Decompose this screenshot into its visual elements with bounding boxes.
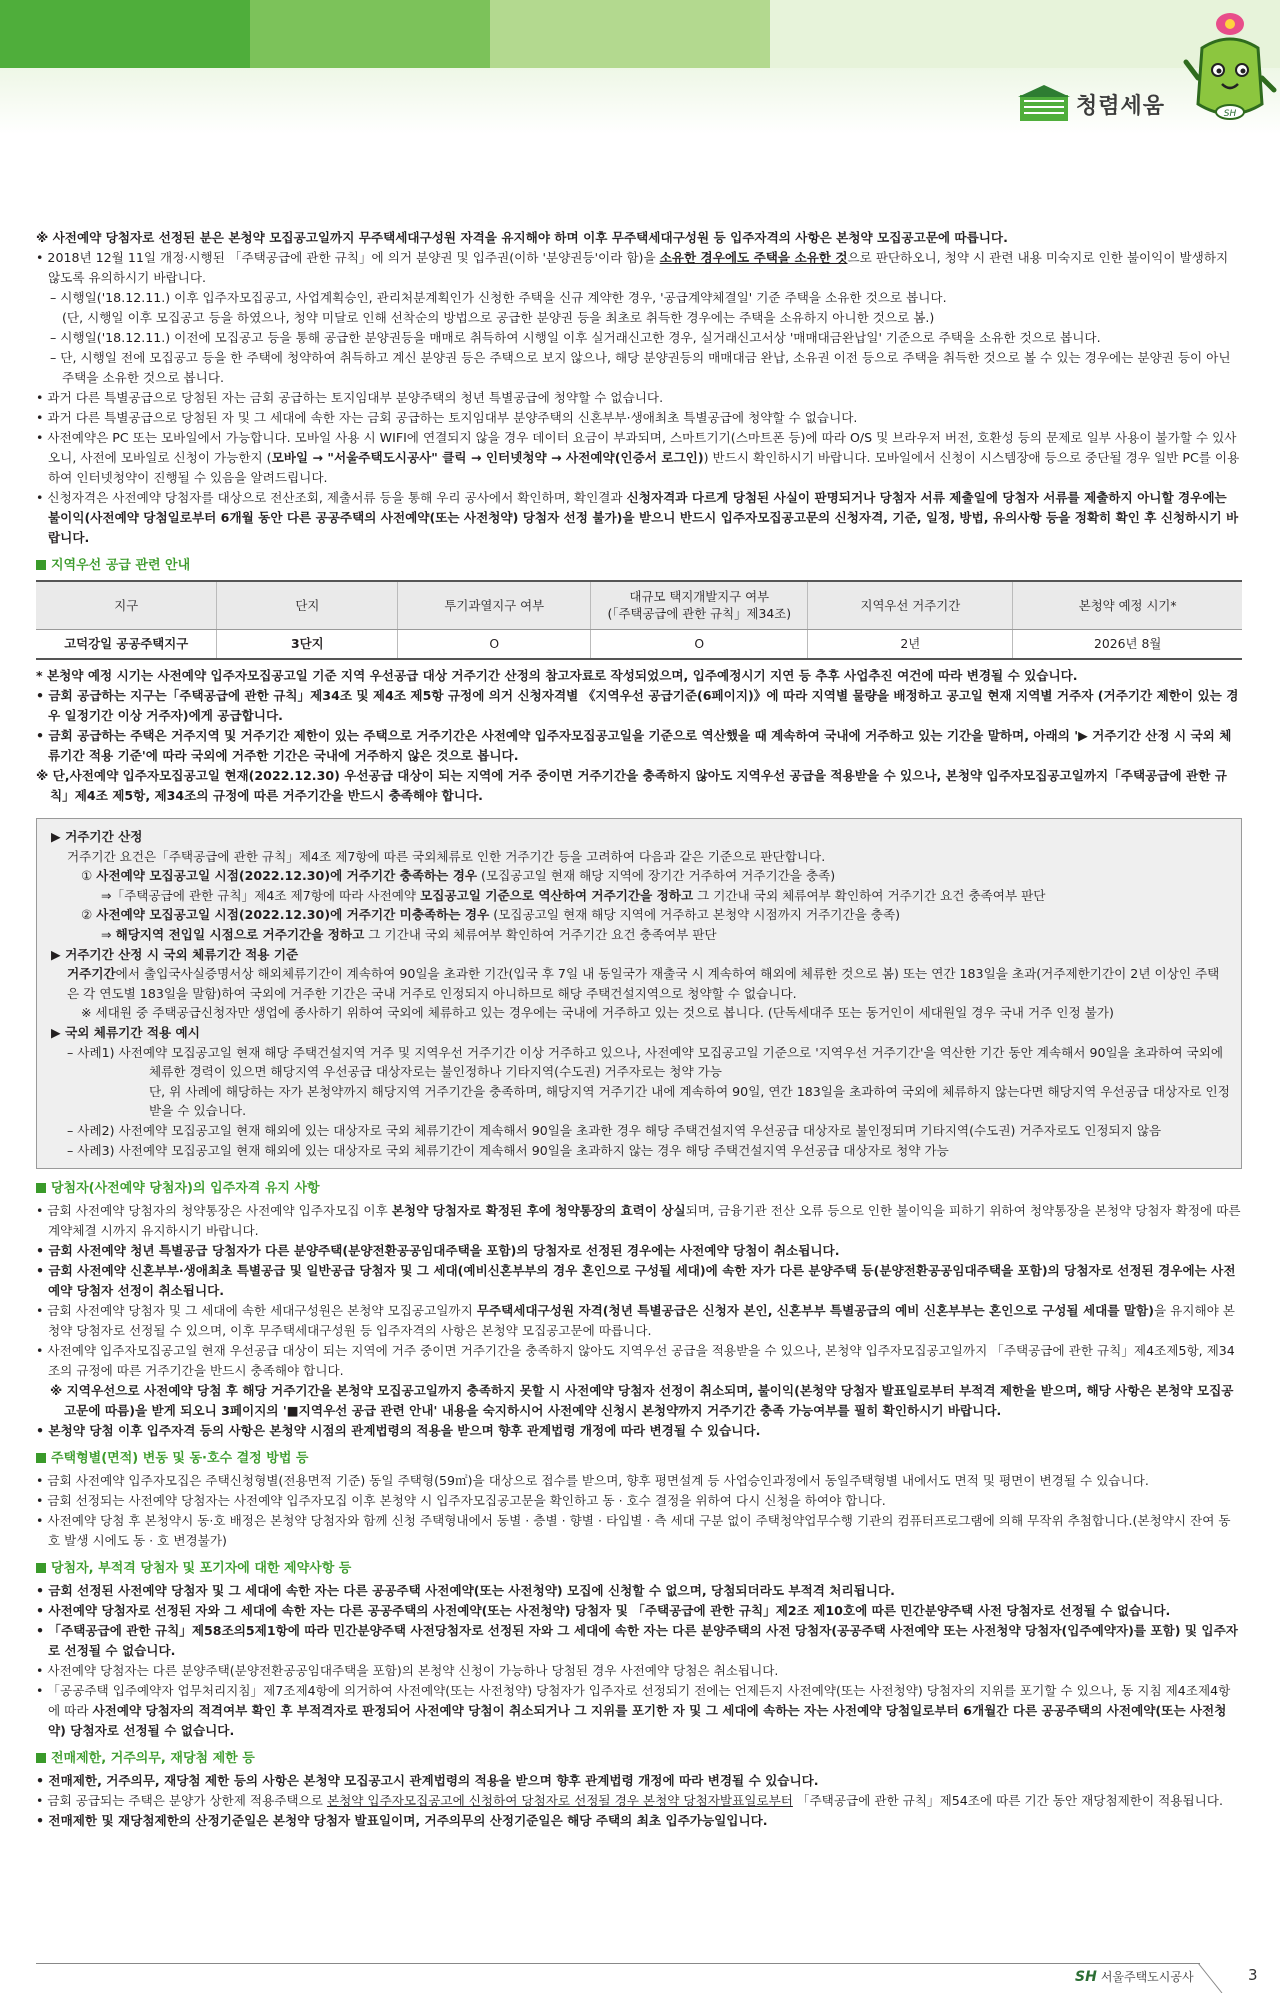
notice-subitem: (단, 시행일 이후 모집공고 등을 하였으나, 청약 미달로 인해 선착순의 방법으로 공급한 분양권 등을 최초로 취득한 경우에는 주택을 소유하지 아니한 것으로 봄.) [62, 310, 935, 325]
square-bullet-icon [36, 1183, 46, 1193]
region-item: • 금회 공급하는 주택은 거주지역 및 거주기간 제한이 있는 주택으로 거주기간은 사전예약 입주자모집공고일을 기준으로 역산했을 때 계속하여 국내에 거주하고 있는 기간을 말하며, 아래의 '▶ 거주기간 산정 시 국외 체류기간 적용 기준'에 따라 국외에 거주한 기간은 국내에 거주하지 않은 것으로 봅니다. [36, 728, 1232, 763]
list-item: ※ 지역우선으로 사전예약 당첨 후 해당 거주기간을 본청약 모집공고일까지 충족하지 못할 시 사전예약 당첨자 선정이 취소되며, 불이익(본청약 당첨자 발표일로부터 부적격 제한을 받으며, 해당 사항은 본청약 모집공고문에 따름)을 받게 되오니 3페이지의 '■지역우선 공급 관련 안내' 내용을 숙지하시어 사전예약 신청시 본청약까지 거주기간 충족 가능여부를 필히 확인하시기 바랍니다. [50, 1383, 1234, 1419]
table-cell: 고덕강일 공공주택지구 [36, 629, 217, 659]
table-row [36, 629, 1242, 659]
notice-title: ※ 사전예약 당첨자로 선정된 분은 본청약 모집공고일까지 무주택세대구성원 자격을 유지해야 하며 이후 무주택세대구성원 등 입주자격의 사항은 본청약 모집공고문에 따릅니다. [36, 230, 1008, 245]
box-line: ⇒ 해당지역 전입일 시점으로 거주기간을 정하고 그 기간내 국외 체류여부 확인하여 거주기간 요건 충족여부 판단 [101, 926, 717, 942]
sh-logo: SH [1075, 1968, 1097, 1985]
list-item: • 전매제한, 거주의무, 재당첨 제한 등의 사항은 본청약 모집공고시 관계법령의 적용을 받으며 향후 관계법령 개정에 따라 변경될 수 있습니다. [36, 1773, 819, 1789]
list-item: • 금회 사전예약 청년 특별공급 당첨자가 다른 분양주택(분양전환공공임대주택을 포함)의 당첨자로 선정된 경우에는 사전예약 당첨이 취소됩니다. [36, 1243, 840, 1259]
table-header: 지역우선 거주기간 [808, 581, 1013, 629]
list-item: • 금회 사전예약 입주자모집은 주택신청형별(전용면적 기준) 동일 주택형(59㎡)을 대상으로 접수를 받으며, 향후 평면설계 등 사업승인과정에서 동일주택형별 내에서도 면적 및 평면이 변경될 수 있습니다. [36, 1473, 1149, 1489]
banner-stripe [0, 0, 250, 68]
box-example: – 사례2) 사전예약 모집공고일 현재 해외에 있는 대상자로 국외 체류기간이 계속해서 90일을 초과한 경우 해당 주택건설지역 우선공급 대상자로 불인정되며 기타지역(수도권) 거주자로도 인정되지 않음 [67, 1122, 1162, 1138]
region-table [36, 580, 1242, 660]
page-number: 3 [1248, 1966, 1258, 1984]
brand-logo [1018, 85, 1165, 123]
list-item: • 사전예약 당첨 후 본청약시 동·호 배정은 본청약 당첨자와 함께 신청 주택형내에서 동별 · 층별 · 향별 · 타입별 · 측 세대 구분 없이 주택청약업무수행 기관의 컴퓨터프로그램에 의해 무작위 추첨합니다.(본청약시 잔여 동호 발생 시에도 동 · 호 변경불가) [36, 1513, 1231, 1549]
table-cell: 2년 [808, 629, 1013, 659]
section-heading: 주택형별(면적) 변동 및 동·호수 결정 방법 등 [36, 1449, 1242, 1469]
notice-item: • 과거 다른 특별공급으로 당첨된 자는 금회 공급하는 토지임대부 분양주택의 청년 특별공급에 청약할 수 없습니다. [36, 390, 664, 405]
table-header: 투기과열지구 여부 [398, 581, 591, 629]
table-header: 단지 [217, 581, 398, 629]
list-item: • 「주택공급에 관한 규칙」제58조의5제1항에 따라 민간분양주택 사전당첨자로 선정된 자와 그 세대에 속한 자는 다른 분양주택의 사전 당첨자(공공주택 사전예약 또는 사전청약 당첨자(입주예약자)를 포함) 및 입주자로 선정될 수 없습니다. [36, 1623, 1238, 1659]
box-line: ⇒「주택공급에 관한 규칙」제4조 제7항에 따라 사전예약 모집공고일 기준으로 역산하여 거주기간을 정하고 그 기간내 국외 체류여부 확인하여 거주기간 요건 충족여부 판단 [101, 887, 1046, 903]
notice-item: • 신청자격은 사전예약 당첨자를 대상으로 전산조회, 제출서류 등을 통해 우리 공사에서 확인하며, 확인결과 신청자격과 다르게 당첨된 사실이 판명되거나 당첨자 서류 제출일에 당첨자 서류를 제출하지 아니할 경우에는 불이익(사전예약 당첨일로부터 6개월 동안 다른 공공주택의 사전예약(또는 사전청약) 당첨자 선정 불가)을 받으니 반드시 입주자모집공고문의 신청자격, 기준, 일정, 방법, 유의사항 등을 정확히 확인 후 신청하시기 바랍니다. [36, 490, 1239, 545]
box-heading: ▶ 거주기간 산정 [51, 829, 143, 844]
list-item: • 금회 사전예약 신혼부부·생애최초 특별공급 및 일반공급 당첨자 및 그 세대(예비신혼부부의 경우 혼인으로 구성될 세대)에 속한 자가 다른 분양주택 등(분양전환공공임대주택을 포함)의 당첨자로 선정된 경우에는 사전예약 당첨자 선정이 취소됩니다. [36, 1263, 1236, 1299]
section-heading: 당첨자(사전예약 당첨자)의 입주자격 유지 사항 [36, 1179, 1242, 1199]
box-line: ※ 세대원 중 주택공급신청자만 생업에 종사하기 위하여 국외에 체류하고 있는 경우에는 국내에 거주하고 있는 것으로 봅니다. (단독세대주 또는 동거인이 세대원일 경우 국내 거주 인정 불가) [81, 1005, 1114, 1021]
notice-subitem: – 단, 시행일 전에 모집공고 등을 한 주택에 청약하여 취득하고 계신 분양권 등은 주택으로 보지 않으나, 해당 분양권등의 매매대금 완납, 소유권 이전 등으로 주택을 취득한 것으로 볼 수 있는 경우에는 분양권 등이 아닌 주택을 소유한 것으로 봅니다. [50, 350, 1231, 385]
square-bullet-icon [36, 560, 46, 570]
notice-subitem: – 시행일('18.12.11.) 이후 입주자모집공고, 사업계획승인, 관리처분계획인가 신청한 주택을 신규 계약한 경우, '공급계약체결일' 기준 주택을 소유한 것으로 봅니다. [50, 290, 947, 305]
notice-item: • 사전예약은 PC 또는 모바일에서 가능합니다. 모바일 사용 시 WIFI에 연결되지 않을 경우 데이터 요금이 부과되며, 스마트기기(스마트폰 등)에 따라 O/S 및 브라우저 버전, 호환성 등의 문제로 일부 사용이 불가할 수 있사오니, 사전에 모바일로 신청이 가능한지 (모바일 → "서울주택도시공사" 클릭 → 인터넷청약 → 사전예약(인증서 로그인)) 반드시 확인하시기 바랍니다. 모바일에서 신청이 시스템장애 등으로 중단될 경우 일반 PC를 이용하여 인터넷청약이 진행될 수 있음을 알려드립니다. [36, 430, 1240, 485]
footer-divider [36, 1963, 1200, 1964]
footer-brand [1075, 1968, 1194, 1985]
box-line: 거주기간 요건은「주택공급에 관한 규칙」제4조 제7항에 따른 국외체류로 인한 거주기간 등을 고려하여 다음과 같은 기준으로 판단합니다. [67, 848, 826, 864]
notice-item: • 과거 다른 특별공급으로 당첨된 자 및 그 세대에 속한 자는 금회 공급하는 토지임대부 분양주택의 신혼부부·생애최초 특별공급에 청약할 수 없습니다. [36, 410, 858, 425]
region-item: • 금회 공급하는 지구는「주택공급에 관한 규칙」제34조 및 제4조 제5항 규정에 의거 신청자격별 《지역우선 공급기준(6페이지)》에 따라 지역별 물량을 배정하고 공고일 현재 지역별 거주자 (거주기간 제한이 있는 경우 일정기간 이상 거주자)에게 공급합니다. [36, 688, 1239, 723]
box-example: 단, 위 사례에 해당하는 자가 본청약까지 해당지역 거주기간을 충족하며, 해당지역 거주기간 내에 계속하여 90일, 연간 183일을 초과하여 국외에 체류하지 않는다면 해당지역 우선공급 대상자로 인정받을 수 있습니다. [149, 1083, 1230, 1119]
table-cell: 2026년 8월 [1013, 629, 1242, 659]
section-heading: 전매제한, 거주의무, 재당첨 제한 등 [36, 1749, 1242, 1769]
box-line: ② 사전예약 모집공고일 시점(2022.12.30)에 거주기간 미충족하는 경우 (모집공고일 현재 해당 지역에 거주하고 본청약 시점까지 거주기간을 충족) [81, 907, 901, 923]
list-item: • 금회 선정된 사전예약 당첨자 및 그 세대에 속한 자는 다른 공공주택 사전예약(또는 사전청약) 모집에 신청할 수 없으며, 당첨되더라도 부적격 처리됩니다. [36, 1583, 895, 1599]
brand-name: 청렴세움 [1076, 93, 1166, 119]
company-name: 서울주택도시공사 [1100, 1970, 1194, 1984]
square-bullet-icon [36, 1453, 46, 1463]
section-heading: 지역우선 공급 관련 안내 [36, 556, 1242, 576]
box-heading: ▶ 국외 체류기간 적용 예시 [51, 1024, 200, 1040]
notice-item: • 2018년 12월 11일 개정·시행된 「주택공급에 관한 규칙」에 의거 분양권 및 입주권(이하 '분양권등'이라 함)을 소유한 경우에도 주택을 소유한 것으로 판단하오니, 청약 시 관련 내용 미숙지로 인한 불이익이 발생하지 않도록 유의하시기 바랍니다. [36, 250, 1229, 285]
box-line: ① 사전예약 모집공고일 시점(2022.12.30)에 거주기간 충족하는 경우 (모집공고일 현재 해당 지역에 장기간 거주하여 거주기간을 충족) [81, 868, 836, 884]
box-heading: ▶ 거주기간 산정 시 국외 체류기간 적용 기준 [51, 946, 299, 962]
region-item: ※ 단,사전예약 입주자모집공고일 현재(2022.12.30) 우선공급 대상이 되는 지역에 거주 중이면 거주기간을 충족하지 않아도 지역우선 공급을 적용받을 수 있으나, 본청약 입주자모집공고일까지「주택공급에 관한 규칙」제4조 제5항, 제34조의 규정에 따른 거주기간을 반드시 충족해야 합니다. [36, 768, 1227, 803]
table-cell: 3단지 [217, 629, 398, 659]
region-note: * 본청약 예정 시기는 사전예약 입주자모집공고일 기준 지역 우선공급 대상 거주기간 산정의 참고자료로 작성되었으며, 입주예정시기 지연 등 추후 사업추진 여건에 따라 변경될 수 있습니다. [36, 668, 1078, 683]
table-header: 본청약 예정 시기* [1013, 581, 1242, 629]
list-item: • 금회 공급되는 주택은 분양가 상한제 적용주택으로 본청약 입주자모집공고에 신청하여 당첨자로 선정될 경우 본청약 당첨자발표일로부터 「주택공급에 관한 규칙」제54조에 따른 기간 동안 재당첨제한이 적용됩니다. [36, 1793, 1223, 1809]
banner-stripe [250, 0, 490, 68]
list-item: • 사전예약 당첨자는 다른 분양주택(분양전환공공임대주택을 포함)의 본청약 신청이 가능하나 당첨된 경우 사전예약 당첨은 취소됩니다. [36, 1663, 779, 1679]
table-header: 지구 [36, 581, 217, 629]
list-item: • 본청약 당첨 이후 입주자격 등의 사항은 본청약 시점의 관계법령의 적용을 받으며 향후 관계법령 개정에 따라 변경될 수 있습니다. [36, 1423, 761, 1439]
list-item: • 금회 사전예약 당첨자의 청약통장은 사전예약 입주자모집 이후 본청약 당첨자로 확정된 후에 청약통장의 효력이 상실되며, 금융기관 전산 오류 등으로 인한 불이익을 피하기 위하여 청약통장을 본청약 당첨자 확정에 따른 계약체결 시까지 유지하시기 바랍니다. [36, 1203, 1241, 1239]
square-bullet-icon [36, 1563, 46, 1573]
box-line: 거주기간에서 출입국사실증명서상 해외체류기간이 계속하여 90일을 초과한 기간(입국 후 7일 내 동일국가 재출국 시 계속하여 해외에 체류한 것으로 봄) 또는 연간 183일을 초과(거주제한기간이 2년 이상인 주택은 각 연도별 183일을 말함)하여 국외에 거주한 기간은 국내 거주로 인정되지 아니하므로 해당 주택건설지역으로 청약할 수 없습니다. [67, 966, 1220, 1001]
table-cell: O [398, 629, 591, 659]
table-header: 대규모 택지개발지구 여부 (「주택공급에 관한 규칙」제34조) [591, 581, 808, 629]
square-bullet-icon [36, 1753, 46, 1763]
list-item: • 「공공주택 입주예약자 업무처리지침」제7조제4항에 의거하여 사전예약(또는 사전청약) 당첨자가 입주자로 선정되기 전에는 언제든지 사전예약(또는 사전청약) 당첨자의 지위를 포기할 수 있으나, 동 지침 제4조제4항에 따라 사전예약 당첨자의 적격여부 확인 후 부적격자로 판정되어 사전예약 당첨이 취소되거나 그 지위를 포기한 자 및 그 세대에 속하는 자는 사전예약 당첨일로부터 6개월간 다른 공공주택의 사전예약(또는 사전청약) 당첨자로 선정될 수 없습니다. [36, 1683, 1231, 1739]
svg-text:SH: SH [1223, 109, 1237, 119]
building-logo-icon [1018, 85, 1070, 123]
list-item: • 금회 사전예약 당첨자 및 그 세대에 속한 세대구성원은 본청약 모집공고일까지 무주택세대구성원 자격(청년 특별공급은 신청자 본인, 신혼부부 특별공급의 예비 신혼부부는 혼인으로 구성될 세대를 말함)을 유지해야 본청약 당첨자로 선정될 수 있으며, 이후 무주택세대구성원 등 입주자격의 사항은 본청약 모집공고문에 따릅니다. [36, 1303, 1235, 1339]
box-example: – 사례1) 사전예약 모집공고일 현재 해당 주택건설지역 거주 및 지역우선 거주기간 이상 거주하고 있으나, 사전예약 모집공고일 기준으로 '지역우선 거주기간'을 역산한 기간 동안 계속해서 90일을 초과하여 국외에 체류한 경력이 있으면 해당지역 우선공급 대상자로는 불인정하나 기타지역(수도권) 거주자로는 청약 가능 [67, 1044, 1223, 1080]
document-body [36, 228, 1242, 1831]
list-item: • 전매제한 및 재당첨제한의 산정기준일은 본청약 당첨자 발표일이며, 거주의무의 산정기준일은 해당 주택의 최초 입주가능일입니다. [36, 1813, 768, 1829]
table-cell: O [591, 629, 808, 659]
section-heading: 당첨자, 부적격 당첨자 및 포기자에 대한 제약사항 등 [36, 1559, 1242, 1579]
mascot-icon [1182, 4, 1278, 132]
list-item: • 사전예약 당첨자로 선정된 자와 그 세대에 속한 자는 다른 공공주택의 사전예약(또는 사전청약) 당첨자 및 「주택공급에 관한 규칙」제2조 제10호에 따른 민간분양주택 사전 당첨자로 선정될 수 없습니다. [36, 1603, 1171, 1619]
box-example: – 사례3) 사전예약 모집공고일 현재 해외에 있는 대상자로 국외 체류기간이 계속해서 90일을 초과하지 않는 경우 해당 주택건설지역 우선공급 대상자로 청약 가능 [67, 1142, 949, 1158]
footer-slant-icon [1198, 1963, 1224, 1993]
residence-period-box [36, 818, 1242, 1169]
notice-subitem: – 시행일('18.12.11.) 이전에 모집공고 등을 통해 공급한 분양권등을 매매로 취득하여 시행일 이후 실거래신고한 경우, 실거래신고서상 '매매대금완납일' 기준으로 주택을 소유한 것으로 봅니다. [50, 330, 1101, 345]
list-item: • 금회 선정되는 사전예약 당첨자는 사전예약 입주자모집 이후 본청약 시 입주자모집공고문을 확인하고 동 · 호수 결정을 위하여 다시 신청을 하여야 합니다. [36, 1493, 886, 1509]
banner-stripe [490, 0, 770, 68]
list-item: • 사전예약 입주자모집공고일 현재 우선공급 대상이 되는 지역에 거주 중이면 거주기간을 충족하지 않아도 지역우선 공급을 적용받을 수 있으나, 본청약 입주자모집공고일까지 「주택공급에 관한 규칙」제4조제5항, 제34조의 규정에 따른 거주기간을 반드시 충족해야 합니다. [36, 1343, 1235, 1379]
header-banner [0, 0, 1280, 170]
